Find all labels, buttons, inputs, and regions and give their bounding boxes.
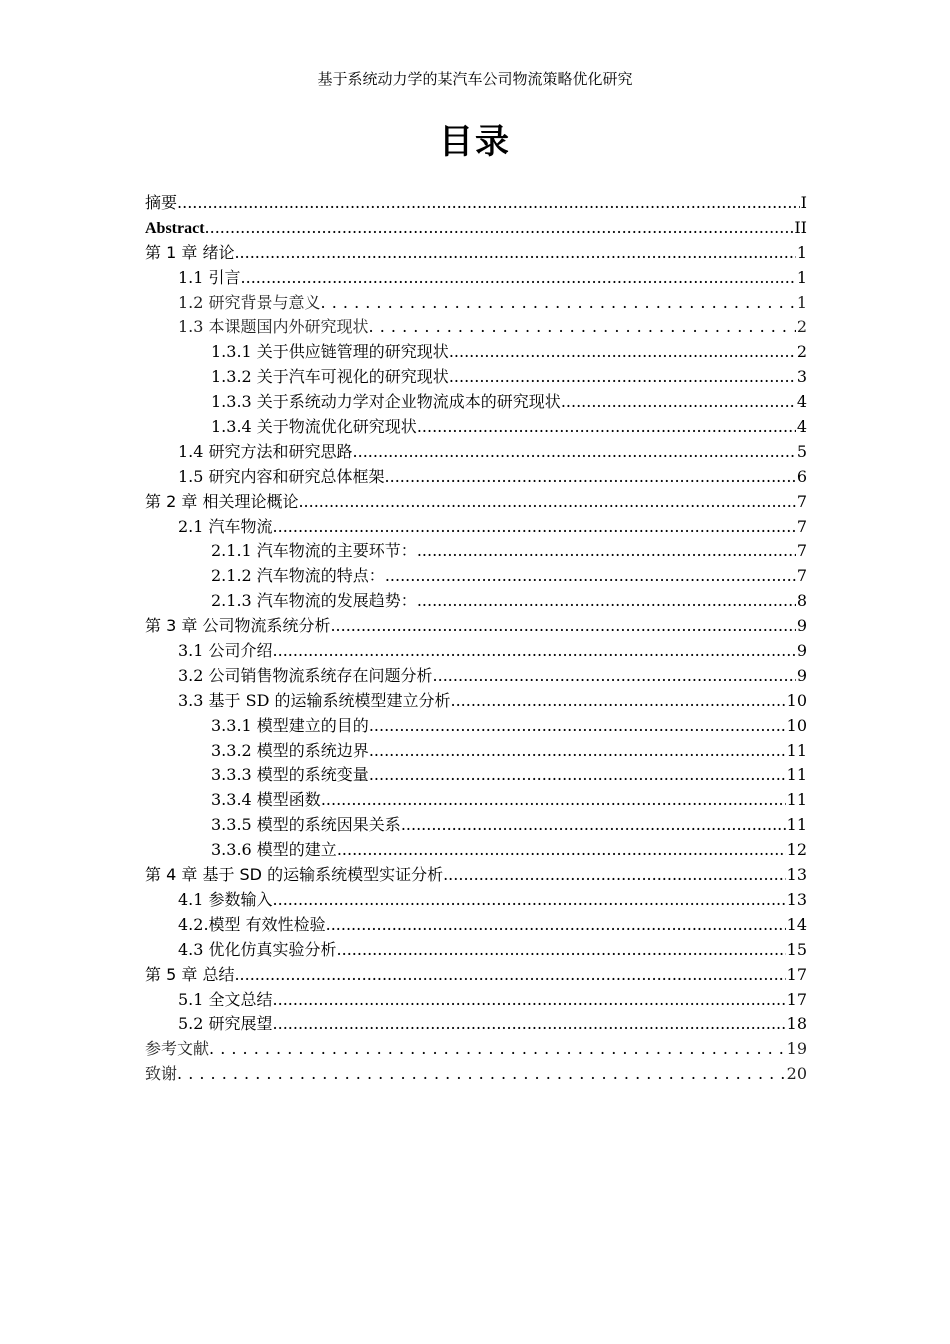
toc-entry-label: 3.3.1 模型建立的目的 bbox=[211, 715, 369, 735]
toc-entry-page: 11 bbox=[786, 765, 807, 785]
toc-entry-chapter-5[interactable] bbox=[145, 963, 807, 988]
dot-leader bbox=[273, 515, 796, 540]
toc-entry-page: 5 bbox=[796, 441, 807, 461]
toc-entry-page: 10 bbox=[786, 690, 807, 710]
toc-entry-page: 17 bbox=[786, 964, 807, 984]
toc-entry-3-3[interactable] bbox=[145, 689, 807, 714]
toc-entry-3-2[interactable] bbox=[145, 664, 807, 689]
toc-entry-label: 第 4 章 基于 SD 的运输系统模型实证分析 bbox=[145, 865, 444, 885]
toc-entry-page: 11 bbox=[786, 815, 807, 835]
table-of-contents bbox=[145, 191, 807, 1087]
toc-entry-page: 12 bbox=[786, 840, 807, 860]
toc-entry-label: 3.3.3 模型的系统变量 bbox=[211, 765, 369, 785]
toc-entry-label: 1.3.4 关于物流优化研究现状 bbox=[211, 417, 417, 437]
toc-entry-5-1[interactable] bbox=[145, 988, 807, 1013]
toc-entry-page: 9 bbox=[796, 641, 807, 661]
dot-leader bbox=[417, 415, 796, 440]
dot-leader bbox=[337, 838, 786, 863]
toc-entry-label: 致谢 bbox=[145, 1064, 178, 1084]
toc-entry-chapter-3[interactable] bbox=[145, 614, 807, 639]
toc-entry-label: 3.3 基于 SD 的运输系统模型建立分析 bbox=[178, 690, 451, 710]
toc-entry-label: Abstract bbox=[145, 219, 205, 237]
toc-entry-label: 第 3 章 公司物流系统分析 bbox=[145, 616, 331, 636]
toc-entry-page: 20 bbox=[786, 1064, 807, 1084]
toc-entry-5-2[interactable] bbox=[145, 1012, 807, 1037]
dot-leader bbox=[449, 340, 796, 365]
toc-entry-acknowledgements[interactable] bbox=[145, 1062, 807, 1087]
toc-entry-page: 11 bbox=[786, 790, 807, 810]
toc-entry-label: 3.3.4 模型函数 bbox=[211, 790, 321, 810]
toc-entry-label: 4.1 参数输入 bbox=[178, 889, 273, 909]
dot-leader bbox=[369, 315, 796, 340]
toc-entry-3-3-6[interactable] bbox=[145, 838, 807, 863]
toc-entry-page: I bbox=[800, 193, 807, 212]
dot-leader bbox=[273, 1012, 786, 1037]
dot-leader bbox=[451, 689, 786, 714]
toc-entry-label: 2.1.1 汽车物流的主要环节： bbox=[211, 541, 417, 561]
dot-leader bbox=[273, 988, 786, 1013]
dot-leader bbox=[443, 863, 786, 888]
toc-entry-3-3-2[interactable] bbox=[145, 739, 807, 764]
toc-entry-label: 1.3.3 关于系统动力学对企业物流成本的研究现状 bbox=[211, 392, 561, 412]
toc-entry-page: 10 bbox=[786, 715, 807, 735]
toc-entry-page: 2 bbox=[796, 317, 807, 337]
toc-entry-3-3-4[interactable] bbox=[145, 788, 807, 813]
toc-entry-4-3[interactable] bbox=[145, 938, 807, 963]
toc-entry-label: 4.3 优化仿真实验分析 bbox=[178, 939, 337, 959]
toc-entry-page: 3 bbox=[796, 367, 807, 387]
toc-entry-page: 7 bbox=[796, 516, 807, 536]
toc-entry-label: 1.4 研究方法和研究思路 bbox=[178, 441, 353, 461]
dot-leader bbox=[209, 1037, 786, 1062]
dot-leader bbox=[326, 913, 786, 938]
toc-entry-chapter-1[interactable] bbox=[145, 241, 807, 266]
toc-entry-4-1[interactable] bbox=[145, 888, 807, 913]
dot-leader bbox=[385, 465, 796, 490]
toc-entry-page: 11 bbox=[786, 740, 807, 760]
dot-leader bbox=[205, 216, 794, 241]
toc-entry-page: 1 bbox=[796, 242, 807, 262]
toc-entry-label: 3.3.6 模型的建立 bbox=[211, 840, 337, 860]
toc-entry-label: 参考文献 bbox=[145, 1039, 210, 1059]
toc-entry-label: 第 2 章 相关理论概论 bbox=[145, 491, 299, 511]
dot-leader bbox=[234, 963, 785, 988]
toc-entry-label: 3.3.2 模型的系统边界 bbox=[211, 740, 369, 760]
toc-entry-page: 4 bbox=[796, 417, 807, 437]
toc-entry-page: 9 bbox=[796, 616, 807, 636]
toc-entry-3-3-3[interactable] bbox=[145, 763, 807, 788]
toc-entry-label: 3.1 公司介绍 bbox=[178, 641, 273, 661]
toc-entry-1-4[interactable] bbox=[145, 440, 807, 465]
dot-leader bbox=[234, 241, 795, 266]
toc-entry-page: 13 bbox=[786, 865, 807, 885]
toc-entry-label: 5.2 研究展望 bbox=[178, 1014, 273, 1034]
toc-entry-page: 8 bbox=[796, 591, 807, 611]
toc-entry-page: 4 bbox=[796, 392, 807, 412]
toc-entry-label: 1.3 本课题国内外研究现状 bbox=[178, 317, 369, 337]
toc-entry-page: 19 bbox=[786, 1039, 807, 1059]
toc-entry-label: 摘要 bbox=[145, 193, 178, 212]
toc-entry-label: 1.3.1 关于供应链管理的研究现状 bbox=[211, 342, 449, 362]
toc-entry-chapter-4[interactable] bbox=[145, 863, 807, 888]
toc-entry-page: 1 bbox=[796, 292, 807, 312]
toc-entry-abstract-cn[interactable] bbox=[145, 191, 807, 216]
toc-entry-page: 18 bbox=[786, 1014, 807, 1034]
toc-entry-4-2[interactable] bbox=[145, 913, 807, 938]
dot-leader bbox=[385, 564, 796, 589]
toc-entry-page: 6 bbox=[796, 466, 807, 486]
toc-entry-1-3[interactable] bbox=[145, 315, 807, 340]
dot-leader bbox=[417, 589, 796, 614]
dot-leader bbox=[273, 639, 796, 664]
toc-entry-page: 17 bbox=[786, 989, 807, 1009]
toc-entry-label: 2.1.3 汽车物流的发展趋势： bbox=[211, 591, 417, 611]
dot-leader bbox=[330, 614, 795, 639]
toc-entry-label: 第 1 章 绪论 bbox=[145, 242, 235, 262]
toc-entry-page: 7 bbox=[796, 541, 807, 561]
toc-entry-label: 3.2 公司销售物流系统存在问题分析 bbox=[178, 665, 433, 685]
dot-leader bbox=[369, 714, 786, 739]
toc-entry-page: 13 bbox=[786, 889, 807, 909]
dot-leader bbox=[337, 938, 786, 963]
toc-entry-3-3-1[interactable] bbox=[145, 714, 807, 739]
dot-leader bbox=[433, 664, 796, 689]
dot-leader bbox=[273, 888, 786, 913]
toc-entry-label: 2.1.2 汽车物流的特点： bbox=[211, 566, 385, 586]
toc-entry-page: 9 bbox=[796, 665, 807, 685]
toc-entry-1-3-1[interactable] bbox=[145, 340, 807, 365]
dot-leader bbox=[369, 763, 786, 788]
toc-entry-1-3-4[interactable] bbox=[145, 415, 807, 440]
toc-entry-label: 1.1 引言 bbox=[178, 267, 241, 287]
toc-entry-references[interactable] bbox=[145, 1037, 807, 1062]
toc-entry-1-3-3[interactable] bbox=[145, 390, 807, 415]
dot-leader bbox=[401, 813, 786, 838]
running-header: 基于系统动力学的某汽车公司物流策略优化研究 bbox=[317, 70, 633, 88]
toc-entry-2-1-1[interactable] bbox=[145, 539, 807, 564]
dot-leader bbox=[417, 539, 796, 564]
toc-entry-page: 2 bbox=[796, 342, 807, 362]
toc-entry-label: 4.2.模型 有效性检验 bbox=[178, 914, 326, 934]
toc-entry-3-1[interactable] bbox=[145, 639, 807, 664]
toc-entry-abstract-en[interactable] bbox=[145, 216, 807, 241]
toc-entry-1-5[interactable] bbox=[145, 465, 807, 490]
toc-entry-page: 7 bbox=[796, 491, 807, 511]
dot-leader bbox=[177, 191, 800, 216]
dot-leader bbox=[561, 390, 796, 415]
dot-leader bbox=[321, 291, 796, 316]
toc-entry-page: 14 bbox=[786, 914, 807, 934]
dot-leader bbox=[449, 365, 796, 390]
toc-entry-label: 第 5 章 总结 bbox=[145, 964, 235, 984]
toc-entry-chapter-2[interactable] bbox=[145, 490, 807, 515]
toc-entry-page: 7 bbox=[796, 566, 807, 586]
dot-leader bbox=[369, 739, 786, 764]
toc-entry-label: 5.1 全文总结 bbox=[178, 989, 273, 1009]
toc-entry-page: 1 bbox=[796, 267, 807, 287]
toc-entry-2-1-2[interactable] bbox=[145, 564, 807, 589]
toc-entry-3-3-5[interactable] bbox=[145, 813, 807, 838]
toc-title: 目录 bbox=[439, 122, 511, 162]
toc-entry-2-1-3[interactable] bbox=[145, 589, 807, 614]
toc-entry-page: 15 bbox=[786, 939, 807, 959]
toc-entry-page: II bbox=[794, 217, 807, 237]
toc-entry-label: 2.1 汽车物流 bbox=[178, 516, 273, 536]
toc-entry-label: 1.5 研究内容和研究总体框架 bbox=[178, 466, 385, 486]
dot-leader bbox=[177, 1062, 786, 1087]
toc-entry-1-2[interactable] bbox=[145, 291, 807, 316]
toc-entry-label: 1.3.2 关于汽车可视化的研究现状 bbox=[211, 367, 449, 387]
dot-leader bbox=[241, 266, 796, 291]
toc-entry-1-3-2[interactable] bbox=[145, 365, 807, 390]
toc-entry-label: 3.3.5 模型的系统因果关系 bbox=[211, 815, 401, 835]
dot-leader bbox=[298, 490, 795, 515]
toc-entry-1-1[interactable] bbox=[145, 266, 807, 291]
dot-leader bbox=[321, 788, 786, 813]
toc-entry-label: 1.2 研究背景与意义 bbox=[178, 292, 321, 312]
toc-entry-2-1[interactable] bbox=[145, 515, 807, 540]
dot-leader bbox=[353, 440, 796, 465]
